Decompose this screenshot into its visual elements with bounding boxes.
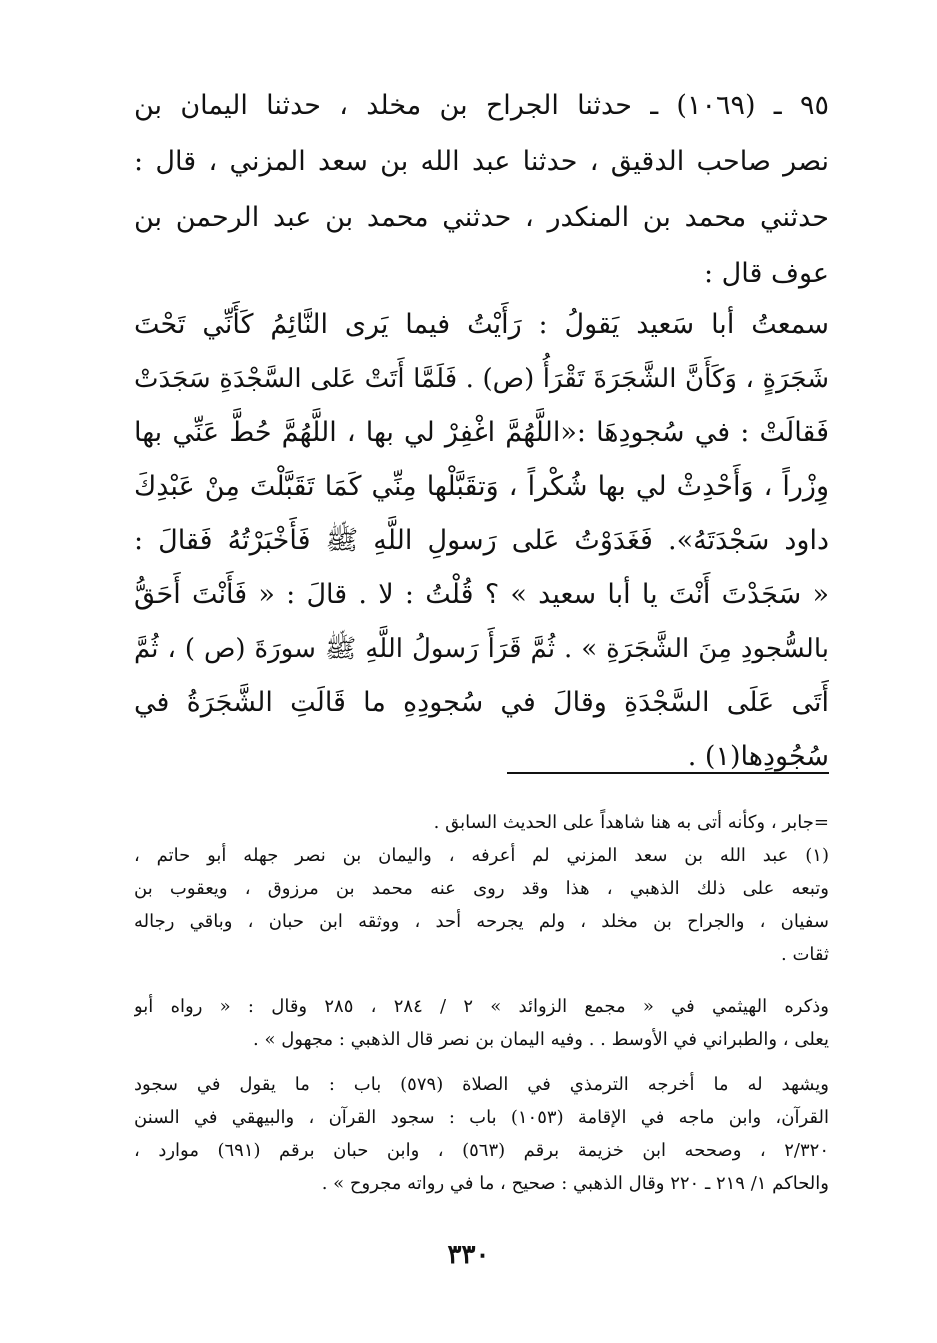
footnote-group-1	[134, 806, 829, 971]
footnote-group-3	[134, 1068, 829, 1200]
footnote-line: ٢/٣٢٠ ، وصححه ابن خزيمة برقم (٥٦٣) ، وابن حبان برقم (٦٩١) موارد ،	[134, 1140, 829, 1161]
page-number: ٣٣٠	[447, 1240, 490, 1270]
hadith-line: شَجَرَةٍ ، وَكَأَنَّ الشَّجَرَةَ تَقْرَأُ (ص) . فَلَمَّا أَتَتْ عَلى السَّجْدَةِ سَجَدَتْ	[134, 364, 829, 394]
footnote-separator	[507, 772, 829, 774]
hadith-line: « سَجَدْتَ أَنْتَ يا أبا سعيد » ؟ قُلْتُ : لا . قالَ : « فَأَنْتَ أَحَقُّ	[134, 579, 829, 610]
footnote-line: يعلى ، والطبراني في الأوسط . . وفيه اليمان بن نصر قال الذهبي : مجهول » .	[253, 1029, 829, 1050]
hadith-line: داود سَجْدَتَهُ». فَغَدَوْتُ عَلى رَسولِ اللَّهِ ﷺ فَأَخْبَرْتُهُ فَقالَ :	[134, 525, 829, 556]
hadith-line: عوف قال :	[703, 258, 829, 289]
hadith-line: سمعتُ أبا سَعيد يَقولُ : رَأَيْتُ فيما يَرى النَّائِمُ كَأَنِّي تَحْتَ	[134, 309, 829, 340]
footnote-line: سفيان ، والجراح بن مخلد ، ولم يجرحه أحد ، ووثقه ابن حبان ، وباقي رجاله	[134, 911, 829, 932]
hadith-line: فَقالَتْ : في سُجودِهَا :«اللَّهُمَّ اغْفِرْ لي بها ، اللَّهُمَّ حُطَّ عَنِّي بها	[134, 417, 829, 448]
hadith-line: بالسُّجودِ مِنَ الشَّجَرَةِ » . ثُمَّ قَرَأَ رَسولُ اللَّهِ ﷺ سورَةَ (ص ) ، ثُمَّ	[134, 634, 829, 664]
footnote-line: وذكره الهيثمي في « مجمع الزوائد » ٢ / ٢٨٤ ، ٢٨٥ وقال : « رواه أبو	[134, 996, 829, 1017]
hadith-line: حدثني محمد بن المنكدر ، حدثني محمد بن عبد الرحمن بن	[134, 202, 829, 233]
hadith-line: نصر صاحب الدقيق ، حدثنا عبد الله بن سعد المزني ، قال :	[134, 146, 829, 177]
hadith-line: ٩٥ ـ (١٠٦٩) ـ حدثنا الجراح بن مخلد ، حدثنا اليمان بن	[134, 90, 829, 121]
hadith-line: سُجُودِها(١) .	[687, 741, 829, 772]
footnote-line: وتبعه على ذلك الذهبي ، هذا وقد روى عنه محمد بن مرزوق ، ويعقوب بن	[134, 878, 829, 899]
footnote-line: ويشهد له ما أخرجه الترمذي في الصلاة (٥٧٩) باب : ما يقول في سجود	[134, 1074, 829, 1095]
hadith-line: وِزْراً ، وَأَحْدِثْ لي بها شُكْراً ، وَتقَبَّلْها مِنِّي كَمَا تَقَبَّلْتَ مِنْ عَبْدِكَ	[134, 471, 829, 502]
footnote-line: (١) عبد الله بن سعد المزني لم أعرفه ، واليمان بن نصر جهله أبو حاتم ،	[134, 845, 829, 866]
footnote-group-2	[134, 990, 829, 1056]
hadith-line: أَتَى عَلَى السَّجْدَةِ وقالَ في سُجودِهِ ما قَالَتِ الشَّجَرَةُ في	[134, 687, 829, 718]
hadith-isnad	[134, 78, 829, 302]
footnote-line: والحاكم ١/ ٢١٩ ـ ٢٢٠ وقال الذهبي : صحيح ، ما في رواته مجروح » .	[321, 1173, 829, 1194]
footnote-line: =جابر ، وكأنه أتى به هنا شاهداً على الحديث السابق .	[433, 812, 829, 833]
hadith-matn	[134, 298, 829, 784]
footnote-line: القرآن، وابن ماجه في الإقامة (١٠٥٣) باب : سجود القرآن ، والبيهقي في السنن	[134, 1107, 829, 1128]
footnote-line: ثقات .	[781, 944, 829, 965]
